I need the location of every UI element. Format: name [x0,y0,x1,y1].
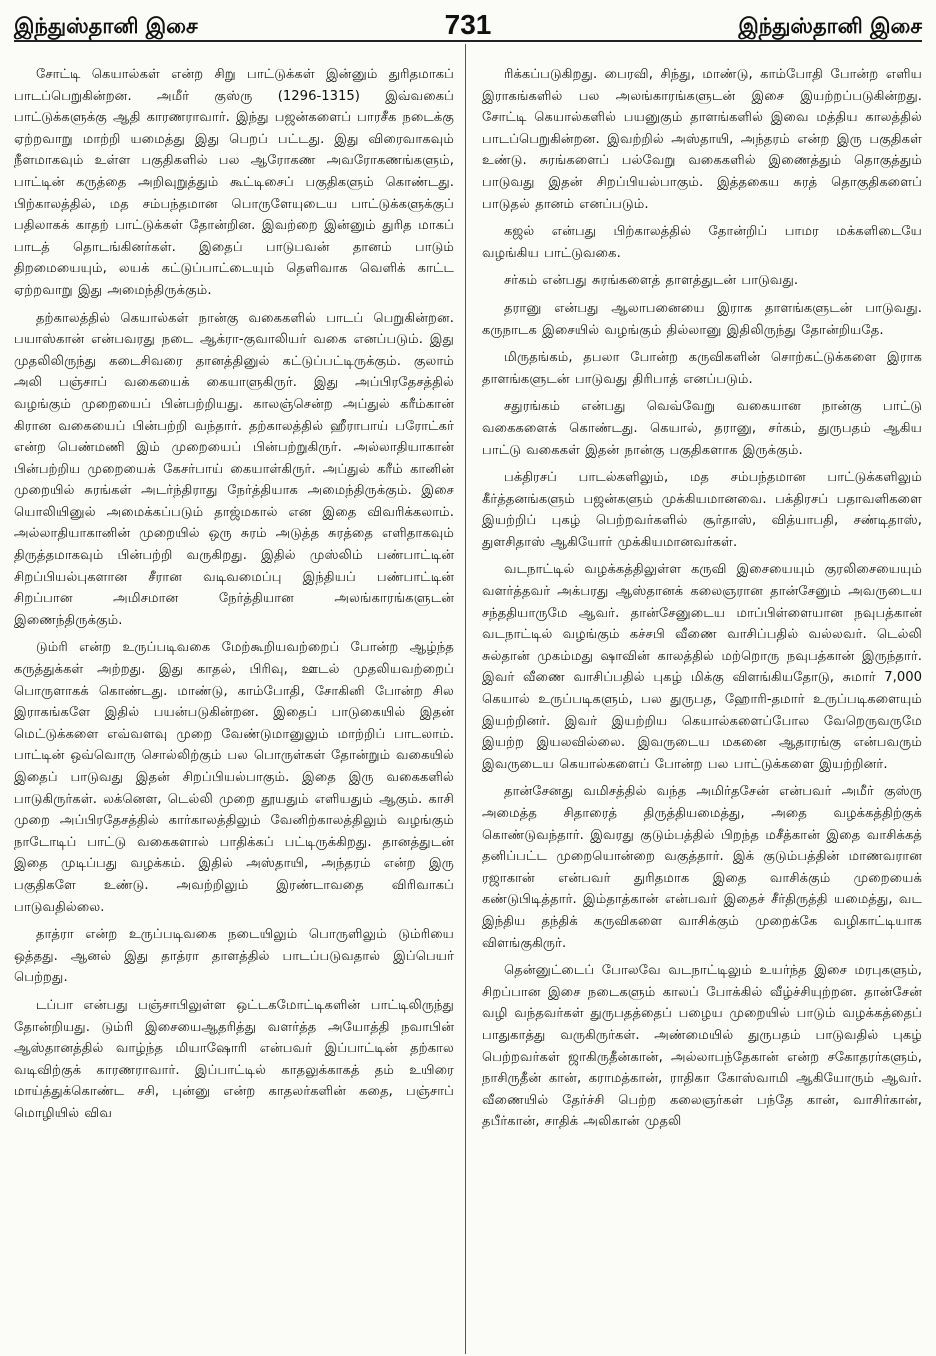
paragraph: வடநாட்டில் வழக்கத்திலுள்ள கருவி இசையையும் குரலிசையையும் வளர்த்தவர் அக்பரது ஆஸ்தானக் கலைஞரான தான்சேனும் அவருடைய சந்ததியாருமே ஆவர். தான்சேனுடைய மாப்பிள்ளையான நவுபத்கான் வடநாட்டில் வழங்கும் கச்சபி வீணை வாசிப்பதில் வல்லவர். டெல்லி சுல்தான் முகம்மது ஷாவின் காலத்தில் மற்றொரு நவுபத்கான் இருந்தார். இவர் வீணை வாசிப்பதில் புகழ் மிக்கு விளங்கியதோடு, சுமார் 7,000 கெயால் உருப்படிகளும், பல துருபத, ஹோரி-தமார் உருப்படிகளையும் இயற்றினர். இவர் இயற்றிய கெயால்களைப்போல வேறெருவருமே இயற்ற இயலவில்லை. இவருடைய மகனை ஆதாரங்கு என்பவரும் இவருடைய கெயால்களைப் போன்ற பல பாட்டுக்களை இயற்றினர். [482,562,922,772]
paragraph: தரானு என்பது ஆலாபனையை இராக தாளங்களுடன் பாடுவது. கருநாடக இசையில் வழங்கும் தில்லானு இதிலிருந்து தோன்றியதே. [482,300,922,338]
paragraph: தற்காலத்தில் கெயால்கள் நான்கு வகைகளில் பாடப் பெறுகின்றன. பயாஸ்கான் என்பவரது நடை ஆக்ரா-குவாலியர் வகை எனப்படும். இது முதலிலிருந்து கடைசிவரை தானத்தினுல் கட்டுப்பட்டிருக்கும். குலாம் அலி பஞ்சாப் வகையைக் கையாளுகிருர். இது அப்பிரதேசத்தில் வழங்கும் முறையைப் பின்பற்றியது. காலஞ்சென்ற அப்துல் கரீம்கான் கிரான வகையைப் பின்பற்றி வந்தார். தற்காலத்தில் ஹீராபாய் பரோட்கர் என்ற பெண்மணி இம் முறையைப் பின்பற்றுகிருர். அல்லாதியாகான் பின்பற்றிய முறையைக் கேசர்பாய் கையாள்கிருர். அப்துல் கரீம் கானின் முறையில் சுரங்கள் அடர்ந்திராது நேர்த்தியாக அமைந்திருக்கும். இசை யொலியினுல் அமைக்கப்படும் தாஜ்மகால் என இதை விவரிக்கலாம். அல்லாதியாகானின் முறையில் ஒரு சுரம் அடுத்த சுரத்தை எளிதாகவும் திருத்தமாகவும் பின்பற்றி வருகிறது. இதில் முஸ்லிம் பண்பாட்டின் சிறப்பியல்புகளான சீரான வடிவமைப்பு இந்தியப் பண்பாட்டின் சிறப்பான அமிசமான நேர்த்தியான அலங்காரங்களுடன் இணைந்திருக்கும். [14,310,454,628]
paragraph: டும்ரி என்ற உருப்படிவகை மேற்கூறியவற்றைப் போன்ற ஆழ்ந்த கருத்துக்கள் அற்றது. இது காதல், பிரிவு, ஊடல் முதலியவற்றைப் பொருளாகக் கொண்டது. மாண்டு, காம்போதி, சோகினி போன்ற சில இராகங்களே இதில் பயன்படுகின்றன. இதைப் பாடுகையில் இதன் மெட்டுக்களை எவ்வளவு முறை வேண்டுமானுலும் மாற்றிப் பாடலாம். பாட்டின் ஒவ்வொரு சொல்லிற்கும் பல பொருள்கள் தோன்றும் வகையில் இதைப் பாடுவது இதன் சிறப்பியல்பாகும். இதை இரு வகைகளில் பாடுகிருர்கள். லக்னௌ, டெல்லி முறை தூயதும் எளியதும் ஆகும். காசி முறை அப்பிரதேசத்தில் கார்காலத்திலும் வேனிற்காலத்திலும் வழங்கும் நாடோடிப் பாட்டு வகைகளால் பாதிக்கப் பட்டிருக்கிறது. தானத்துடன் இதை முடிப்பது வழக்கம். இதில் அஸ்தாயி, அந்தரம் என்ற இரு பகுதிகளே உண்டு. அவற்றிலும் இரண்டாவதை விரிவாகப் பாடுவதில்லை. [14,640,454,915]
left-column [14,64,454,1354]
paragraph: மிருதங்கம், தபலா போன்ற கருவிகளின் சொற்கட்டுக்களை இராக தாளங்களுடன் பாடுவது திரிபாத் எனப்படும். [482,350,922,387]
page-number: 731 [444,9,492,40]
page-header [14,6,922,42]
paragraph: தென்னுட்டைப் போலவே வடநாட்டிலும் உயர்ந்த இசை மரபுகளும், சிறப்பான இசை நடைகளும் காலப் போக்கில் வீழ்ச்சியுற்றன. தான்சேன் வழி வந்தவர்கள் துருபதத்தைப் பழைய முறையில் பாடும் வழக்கத்தைப் பாதுகாத்து வருகிருர்கள். அண்மையில் துருபதம் பாடுவதில் புகழ் பெற்றவர்கள் ஜாகிருதீன்கான், அல்லாபந்தேகான் என்ற சகோதரர்களும், நாசிருதீன் கான், கராமத்கான், ராதிகா கோஸ்வாமி ஆகியோரும் ஆவர். வீணையில் தேர்ச்சி பெற்ற கலைஞர்கள் பந்தே கான், வாசிர்கான், தபீர்கான், சாதிக் அலிகான் முதலி [482,963,922,1130]
running-title-right: இந்துஸ்தானி இசை [738,14,922,38]
running-title-left: இந்துஸ்தானி இசை [14,14,198,38]
paragraph: தான்சேனது வமிசத்தில் வந்த அமிர்தசேன் என்பவர் அமீர் குஸ்ரு அமைத்த சிதாரைத் திருத்தியமைத்து, அதை வழக்கத்திற்குக் கொண்டுவந்தார். இவரது குடும்பத்தில் பிறந்த மசீத்கான் இதை வாசிக்கத் தனிப்பட்ட முறையொன்றை வகுத்தார். இக் குடும்பத்தின் மாணவரான ரஜாகான் என்பவர் துரிதமாக இதை வாசிக்கும் முறையைக் கண்டுபிடித்தார். இம்தாத்கான் என்பவர் இதைச் சீர்திருத்தி யமைத்து, வட இந்திய தந்திக் கருவிகளை வாசிக்கும் முறைக்கே வழிகாட்டியாக விளங்குகிருர். [482,784,922,951]
paragraph: டப்பா என்பது பஞ்சாபிலுள்ள ஒட்டகமோட்டிகளின் பாட்டிலிருந்து தோன்றியது. டும்ரி இசையைஆதரித்து வளர்த்த அயோத்தி நவாபின் ஆஸ்தானத்தில் வாழ்ந்த மியாஷோரி என்பவர் இப்பாட்டின் தற்கால வடிவிற்குக் காரணராவார். இப்பாட்டில் காதலுக்காகத் தம் உயிரை மாய்த்துக்கொண்ட சசி, புன்னு என்ற காதலர்களின் கதை, பஞ்சாப் மொழியில் விவ [14,997,454,1121]
paragraph: சர்கம் என்பது சுரங்களைத் தாளத்துடன் பாடுவது. [504,273,799,289]
text-columns [14,64,922,1354]
paragraph: பக்திரசப் பாடல்களிலும், மத சம்பந்தமான பாட்டுக்களிலும் கீர்த்தனங்களும் பஜன்களும் முக்கியமானவை. பக்திரசப் பதாவளிகளை இயற்றிப் புகழ் பெற்றவர்களில் சூர்தாஸ், வித்யாபதி, சண்டிதாஸ், துளசிதாஸ் ஆகியோர் முக்கியமானவர்கள். [482,470,922,550]
paragraph: தாத்ரா என்ற உருப்படிவகை நடையிலும் பொருளிலும் டும்ரியை ஒத்தது. ஆனல் இது தாத்ரா தாளத்தில் பாடப்படுவதால் இப்பெயர் பெற்றது. [14,927,454,986]
paragraph: சோட்டி கெயால்கள் என்ற சிறு பாட்டுக்கள் இன்னும் துரிதமாகப் பாடப்பெறுகின்றன. அமீர் குஸ்ரு (1296-1315) இவ்வகைப் பாட்டுக்களுக்கு ஆதி காரணராவார். இந்து பஜன்களைப் பாரசீக நடைக்கு ஏற்றவாறு மாற்றி யமைத்து இது பெறப் பட்டது. இது விரைவாகவும் நீளமாகவும் உள்ள பகுதிகளில் பல ஆரோகண அவரோகணங்களும், பாட்டின் கருத்தை அறிவுறுத்தும் கூட்டிசைப் பகுதிகளும் கொண்டது. பிற்காலத்தில், மத சம்பந்தமான பொருளேயுடைய பாட்டுக்களுக்குப் பதிலாகக் காதற் பாட்டுக்கள் தோன்றின. இவற்றை இன்னும் துரித மாகப் பாடத் தொடங்கினர்கள். இதைப் பாடுபவன் தானம் பாடும் திறமையையும், லயக் கட்டுப்பாட்டையும் தெளிவாக வெளிக் காட்ட ஏற்றவாறு இது அமைந்திருக்கும். [14,67,454,298]
paragraph: கஜல் என்பது பிற்காலத்தில் தோன்றிப் பாமர மக்களிடையே வழங்கிய பாட்டுவகை. [482,224,922,261]
column-divider [465,44,466,1354]
paragraph: சதுரங்கம் என்பது வெவ்வேறு வகையான நான்கு பாட்டு வகைகளைக் கொண்டது. கெயால், தரானு, சர்கம், துருபதம் ஆகிய பாட்டு வகைகள் இதன் நான்கு பகுதிகளாக இருக்கும். [482,399,922,458]
paragraph: ரிக்கப்படுகிறது. பைரவி, சிந்து, மாண்டு, காம்போதி போன்ற எளிய இராகங்களில் பல அலங்காரங்களுடன் இசை இயற்றப்படுகின்றது. சோட்டி கெயால்களில் பயனுகும் தாளங்களில் இவை மத்திய காலத்தில் பாடப்பெறுகின்றன. இவற்றில் அஸ்தாயி, அந்தரம் என்ற இரு பகுதிகள் உண்டு. சுரங்களைப் பல்வேறு வகைகளில் இணைத்தும் தொகுத்தும் பாடுவது இதன் சிறப்பியல்பாகும். இத்தகைய சுரத் தொகுதிகளைப் பாடுதல் தானம் எனப்படும். [482,67,922,212]
right-column [482,64,922,1354]
